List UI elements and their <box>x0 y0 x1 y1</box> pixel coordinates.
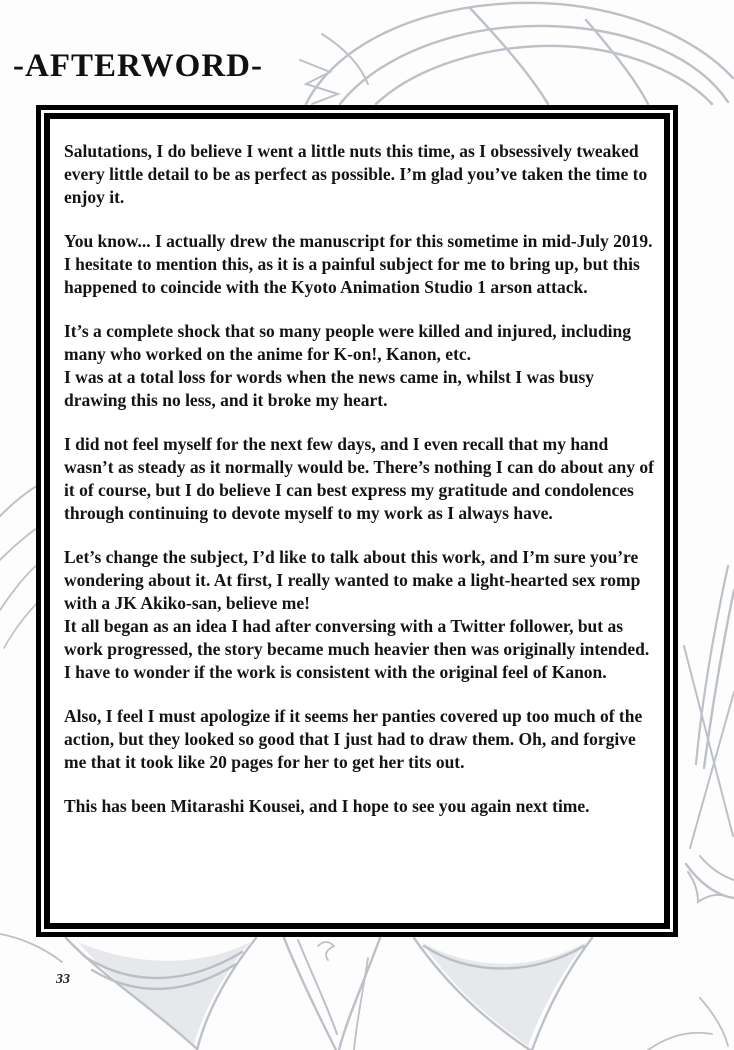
paragraph-text: This has been Mitarashi Kousei, and I hope to see you again next time. <box>64 796 590 816</box>
paragraph-text: I did not feel myself for the next few days, and I even recall that my hand wasn’t as steady as it normally would be. There’s nothing I can do about any of it of course, but I do believe I can best express my gratitude and condolences through continuing to devote myself to my work as I always have. <box>64 434 654 523</box>
page-title: -AFTERWORD- <box>13 48 263 84</box>
afterword-paragraph <box>64 546 658 684</box>
sketch-shaded-areas <box>78 942 586 1046</box>
page-number: 33 <box>56 972 70 987</box>
paragraph-text: Also, I feel I must apologize if it seems her panties covered up too much of the action, but they looked so good that I just had to draw them. Oh, and forgive me that it took like 20 pages for her to get her tits out. <box>64 706 643 772</box>
afterword-paragraph <box>64 230 658 299</box>
paragraph-text: I was at a total loss for words when the news came in, whilst I was busy drawing this no less, and it broke my heart. <box>64 367 595 410</box>
afterword-paragraph <box>64 705 658 774</box>
afterword-paragraph <box>64 433 658 525</box>
paragraph-text: You know... I actually drew the manuscript for this sometime in mid-July 2019. I hesitate to mention this, as it is a painful subject for me to bring up, but this happened to coincide with the Kyoto Animation Studio 1 arson attack. <box>64 231 653 297</box>
afterword-paragraph <box>64 795 658 818</box>
paragraph-text: Salutations, I do believe I went a little nuts this time, as I obsessively tweaked every little detail to be as perfect as possible. I’m glad you’ve taken the time to enjoy it. <box>64 141 648 207</box>
afterword-paragraph <box>64 140 658 209</box>
paragraph-text: It all began as an idea I had after conversing with a Twitter follower, but as work progressed, the story became much heavier then was originally intended. I have to wonder if the work is consistent with the original feel of Kanon. <box>64 616 650 682</box>
afterword-paragraphs <box>44 113 670 929</box>
afterword-paragraph <box>64 320 658 412</box>
afterword-text-box <box>36 105 678 937</box>
paragraph-text: It’s a complete shock that so many people were killed and injured, including many who worked on the anime for K-on!, Kanon, etc. <box>64 321 632 364</box>
paragraph-text: Let’s change the subject, I’d like to talk about this work, and I’m sure you’re wondering about it. At first, I really wanted to make a light-hearted sex romp with a JK Akiko-san, believe me! <box>64 547 641 613</box>
